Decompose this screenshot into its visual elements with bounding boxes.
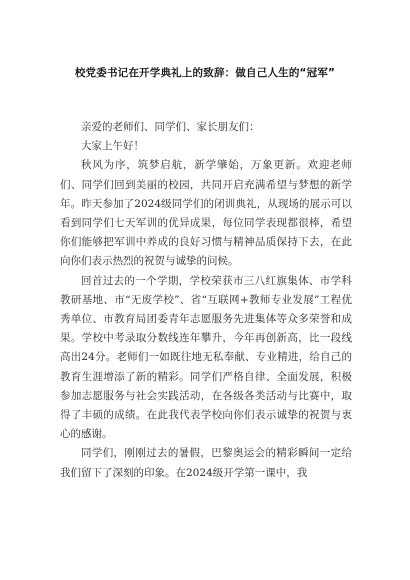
body-paragraph-olympics: 同学们，刚刚过去的暑假，巴黎奥运会的精彩瞬间一定给我们留下了深刻的印象。在2024级开学第一课中，我 (60, 447, 352, 479)
document-body (60, 118, 352, 483)
body-paragraph-welcome: 秋风为序，筑梦启航，新学肇始，万象更新。欢迎老师们、同学们回到美丽的校园，共同开启充满希望与梦想的新学年。昨天参加了2024级同学们的闭训典礼，从现场的展示可以看到同学们七天军训的优异成果，每位同学表现都很棒，希望你们能够把军训中养成的良好习惯与精神品质保持下去，在此向你们表示热烈的祝贺与诚挚的问候。 (60, 159, 352, 268)
body-paragraph-review: 回首过去的一个学期，学校荣获市三八红旗集体、市学科教研基地、市“无废学校”、省“互联网+教师专业发展”工程优秀单位、市教育局团委青年志愿服务先进集体等众多荣誉和成果。学校中考录取分数线连年攀升，今年再创新高，比一段线高出24分。老师们一如既往地无私奉献、专业精进，给自己的教育生涯增添了新的精彩。同学们严格自律、全面发展，积极参加志愿服务与社会实践活动，在各级各类活动与比赛中，取得了丰硕的成绩。在此我代表学校向你们表示诚挚的祝贺与衷心的感谢。 (60, 274, 352, 441)
salutation-paragraph: 亲爱的老师们、同学们、家长朋友们： (81, 121, 260, 133)
greeting-paragraph: 大家上午好！ (81, 140, 144, 153)
document-title: 校党委书记在开学典礼上的致辞：做自己人生的“冠军” (74, 67, 336, 79)
